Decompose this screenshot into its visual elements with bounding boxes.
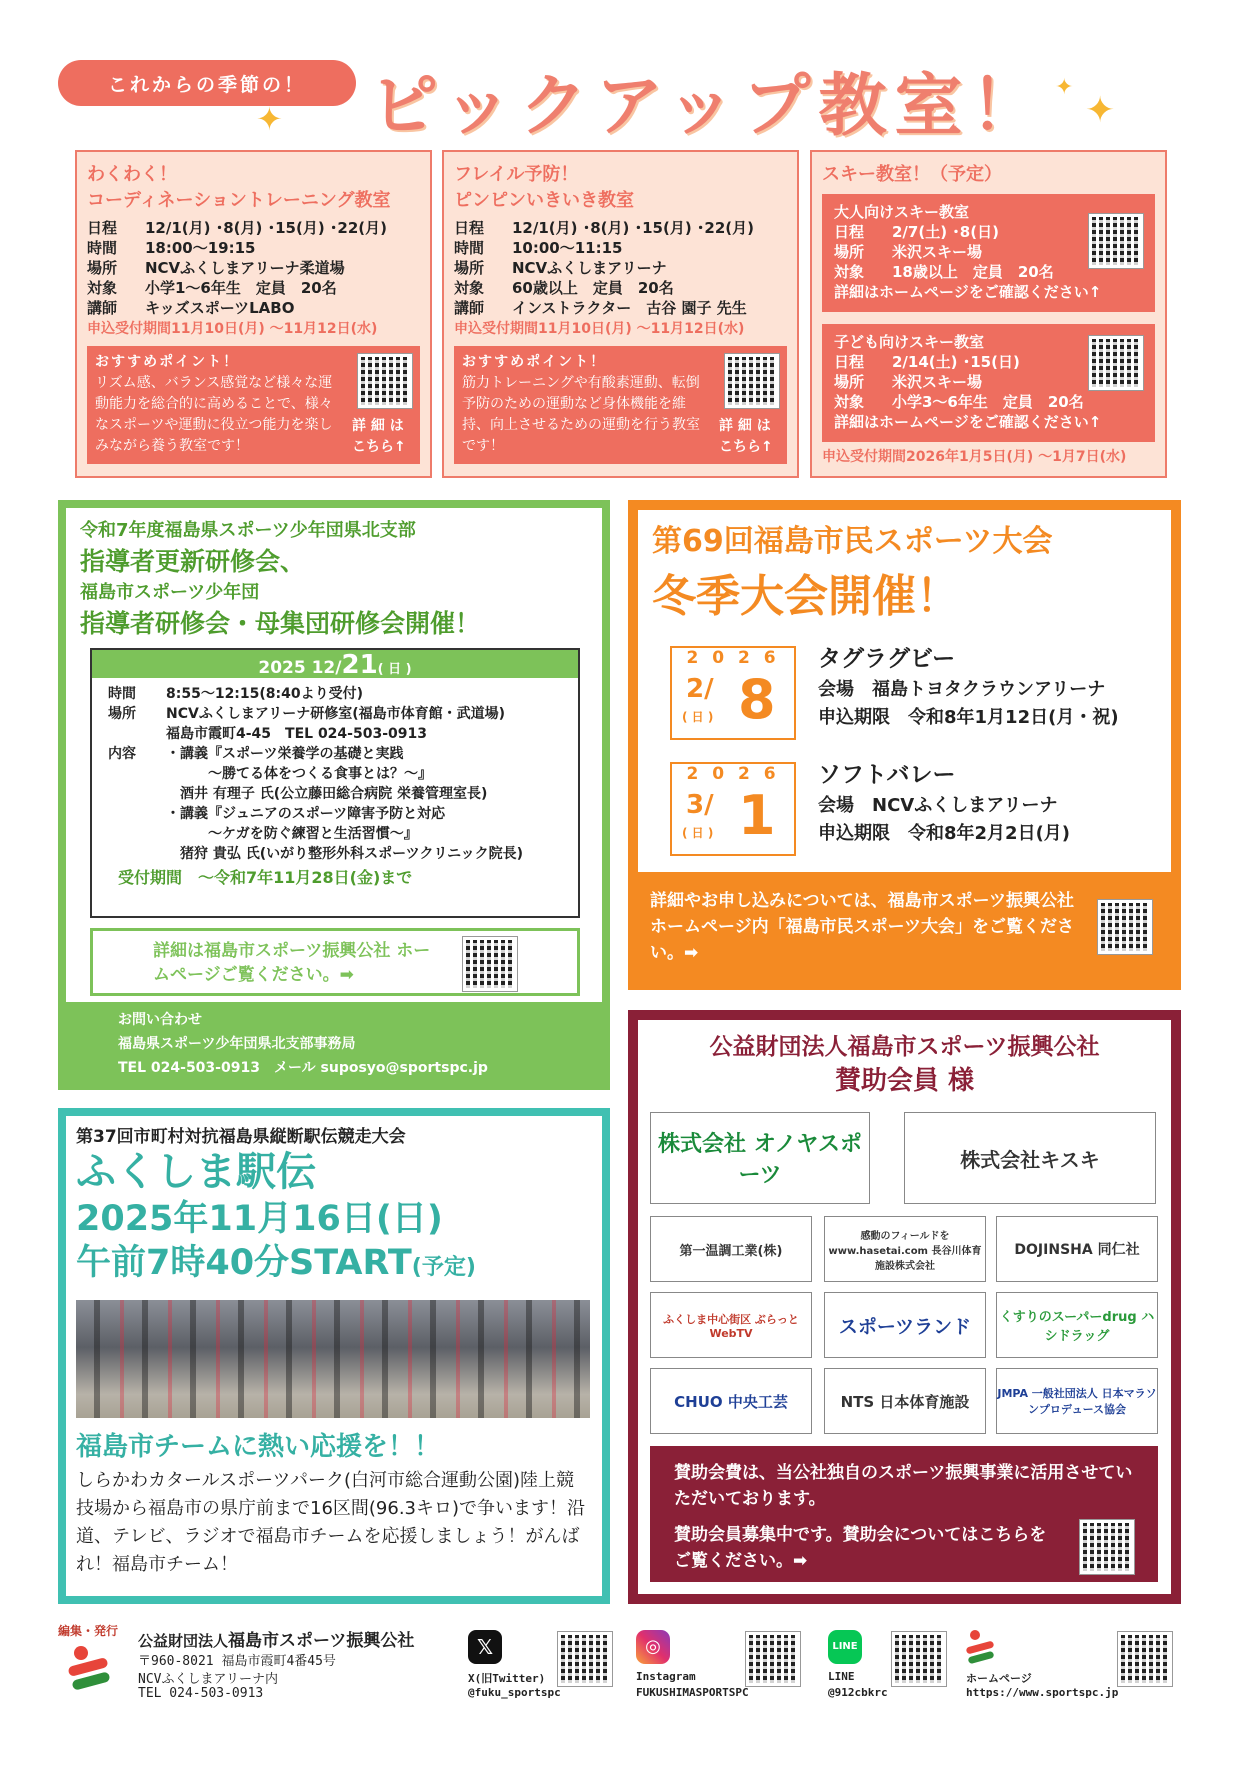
homepage-icon[interactable] [966,1630,996,1664]
child-ski-box: 子ども向けスキー教室 日程 2/14(土) ･15(日) 場所 米沢スキー場 対象 小学3〜6年生 定員 20名 詳細はホームページをご確認ください↑ [822,324,1155,442]
class-title: コーディネーショントレーニング教室 [87,190,391,211]
footer: 編集・発行 公益財団法人福島市スポーツ振興公社 〒960-8021 福島市霞町4番45号 NCVふくしまアリーナ内 TEL 024-503-0913 𝕏 X(旧Twitter) @fuku_sportspc ◎ Instagram FUKUSHIMASPORTSPC LINE LINE @912cbkrc ホームページ https://www.sportspc.jp [58,1622,1188,1742]
recommend-box: おすすめポイント！ 筋力トレーニングや有酸素運動、転倒予防のための運動など身体機能を維持、向上させるための運動を行う教室です！ 詳 細 は こちら↑ [454,346,787,464]
qr-code[interactable] [1089,214,1143,268]
sponsor-logo[interactable]: 株式会社 オノヤスポーツ [650,1112,870,1204]
qr-code[interactable] [1118,1632,1172,1686]
training-detail-link[interactable]: 詳細は福島市スポーツ振興公社 ホームページご覧ください。➡ [90,928,580,996]
qr-code[interactable] [892,1632,946,1686]
org-logo [68,1646,112,1690]
sparkle-icon: ✦ [1055,75,1074,100]
instagram-icon[interactable]: ◎ [636,1630,670,1664]
ekiden-section: 第37回市町村対抗福島県縦断駅伝競走大会 ふくしま駅伝 2025年11月16日(日) 午前7時40分START(予定) 福島市チームに熱い応援を！！ しらかわカタールスポーツパーク(白河市総合運動公園)陸上競技場から福島市の県庁前まで16区間(96.3キロ)で争います！沿道、テレビ、ラジオで福島市チームを応援しましょう！がんばれ！福島市チーム！ [58,1108,610,1604]
header-pill: これからの季節の！ [58,60,356,106]
page-title: ピックアップ教室！ [370,67,1047,146]
ski-card: スキー教室！（予定） 大人向けスキー教室 日程 2/7(土) ･8(日) 場所 米沢スキー場 対象 18歳以上 定員 20名 詳細はホームページをご確認ください↑ 子ども向けスキー教室 日程 2/14(土) ･15(日) 場所 米沢スキー場 対象 小学3〜6年生 定員 20名 詳細はホームページをご確認ください↑ 申込受付期間2026年1月5日(月) 〜1月7日(水) [810,150,1167,478]
tournament-section: 第69回福島市民スポーツ大会 冬季大会開催！ 2 0 2 6 2/ ( 日 ) 8 タグラグビー 会場 福島トヨタクラウンアリーナ 申込期限 令和8年1月12日(月・祝) 2 0 2 6 3/ ( 日 ) 1 ソフトバレー 会場 NCVふくしまアリーナ 申込期限 令和8年2月2日(月) 詳細やお申し込みについては、福島市スポーツ振興公社ホームページ内「福島市民スポーツ大会」をご覧ください。➡ [628,500,1181,990]
qr-code[interactable] [1080,1520,1134,1574]
sparkle-icon: ✦ [1085,90,1116,131]
line-icon[interactable]: LINE [828,1630,862,1664]
sponsor-logo[interactable]: ふくしま中心街区 ぶらっとWebTV [650,1292,812,1358]
sponsor-logo[interactable]: 第一温調工業(株) [650,1216,812,1282]
qr-code[interactable] [358,354,412,408]
sponsor-logo[interactable]: NTS 日本体育施設 [824,1368,986,1434]
sponsor-logo[interactable]: 株式会社キスキ [904,1112,1156,1204]
sponsor-logo[interactable]: DOJINSHA 同仁社 [996,1216,1158,1282]
sponsor-logo[interactable]: 感動のフィールドを www.hasetai.com 長谷川体育施設株式会社 [824,1216,986,1282]
adult-ski-box: 大人向けスキー教室 日程 2/7(土) ･8(日) 場所 米沢スキー場 対象 18歳以上 定員 20名 詳細はホームページをご確認ください↑ [822,194,1155,312]
sparkle-icon: ✦ [256,100,283,138]
sponsor-logo[interactable]: スポーツランド [824,1292,986,1358]
recommend-box: おすすめポイント！ リズム感、バランス感覚など様々な運動能力を総合的に高めることで、様々なスポーツや運動に役立つ能力を楽しみながら養う教室です！ 詳 細 は こちら↑ [87,346,420,464]
training-section: 令和7年度福島県スポーツ少年団県北支部 指導者更新研修会、 福島市スポーツ少年団 指導者研修会・母集団研修会開催！ 2025 12/21( 日 ) 時間 8:55〜12:15(8:40より受付) 場所 NCVふくしまアリーナ研修室(福島市体育館・武道場) 福島市霞町4-45 TEL 024-503-0913 内容 ・講義『スポーツ栄養学の基礎と実践 〜勝てる体をつくる食事とは？〜』 酒井 有理子 氏(公立藤田総合病院 栄養管理室長) ・講義『ジュニアのスポーツ障害予防と対応 〜ケガを防ぐ練習と生活習慣〜』 猪狩 貴弘 氏(いがり整形外科スポーツクリニック院長) 受付期間 〜令和7年11月28日(金)まで 詳細は福島市スポーツ振興公社 ホームページご覧ください。➡ お問い合わせ 福島県スポーツ少年団県北支部事務局 TEL 024-503-0913 メール suposyo@sportspc.jp [58,500,610,1090]
runners-photo [76,1300,590,1418]
qr-code[interactable] [1098,900,1152,954]
x-icon[interactable]: 𝕏 [468,1630,502,1664]
qr-code[interactable] [746,1632,800,1686]
class-card-coordination: わくわく！ コーディネーショントレーニング教室 日程 12/1(月) ･8(月) ･15(月) ･22(月) 時間 18:00〜19:15 場所 NCVふくしまアリーナ柔道場 対象 小学1〜6年生 定員 20名 講師 キッズスポーツLABO 申込受付期間11月10日(月) 〜11月12日(水) おすすめポイント！ リズム感、バランス感覚など様々な運動能力を総合的に高めることで、様々なスポーツや運動に役立つ能力を楽しみながら養う教室です！ 詳 細 は こちら↑ [75,150,432,478]
training-detail-box: 2025 12/21( 日 ) 時間 8:55〜12:15(8:40より受付) 場所 NCVふくしまアリーナ研修室(福島市体育館・武道場) 福島市霞町4-45 TEL 024-503-0913 内容 ・講義『スポーツ栄養学の基礎と実践 〜勝てる体をつくる食事とは？〜』 酒井 有理子 氏(公立藤田総合病院 栄養管理室長) ・講義『ジュニアのスポーツ障害予防と対応 〜ケガを防ぐ練習と生活習慣〜』 猪狩 貴弘 氏(いがり整形外科スポーツクリニック院長) 受付期間 〜令和7年11月28日(金)まで [90,648,580,918]
qr-code[interactable] [725,354,779,408]
qr-code[interactable] [558,1632,612,1686]
sponsors-section: 公益財団法人福島市スポーツ振興公社 賛助会員 様 株式会社 オノヤスポーツ 株式会社キスキ 第一温調工業(株) 感動のフィールドを www.hasetai.com 長谷川体育施設株式会社 DOJINSHA 同仁社 ふくしま中心街区 ぶらっとWebTV スポーツランド くすりのスーパーdrug ハシドラッグ CHUO 中央工芸 NTS 日本体育施設 JMPA 一般社団法人 日本マラソンプロデュース協会 賛助会費は、当公社独自のスポーツ振興事業に活用させていただいております。 賛助会員募集中です。賛助会についてはこちらをご覧ください。➡ [628,1010,1181,1604]
sponsor-logo[interactable]: くすりのスーパーdrug ハシドラッグ [996,1292,1158,1358]
class-card-frail: フレイル予防！ ピンピンいきいき教室 日程 12/1(月) ･8(月) ･15(月) ･22(月) 時間 10:00〜11:15 場所 NCVふくしまアリーナ 対象 60歳以上 定員 20名 講師 インストラクター 古谷 園子 先生 申込受付期間11月10日(月) 〜11月12日(水) おすすめポイント！ 筋力トレーニングや有酸素運動、転倒予防のための運動など身体機能を維持、向上させるための運動を行う教室です！ 詳 細 は こちら↑ [442,150,799,478]
qr-code[interactable] [1089,336,1143,390]
sponsor-logo[interactable]: CHUO 中央工芸 [650,1368,812,1434]
application-period: 申込受付期間11月10日(月) 〜11月12日(水) [87,321,378,337]
qr-code[interactable] [463,937,517,991]
detail-link[interactable]: 詳 細 は こちら↑ [352,418,406,455]
sponsor-logo[interactable]: JMPA 一般社団法人 日本マラソンプロデュース協会 [996,1368,1158,1434]
class-title: わくわく！ [87,164,177,185]
detail-link[interactable]: 詳 細 は こちら↑ [719,418,773,455]
